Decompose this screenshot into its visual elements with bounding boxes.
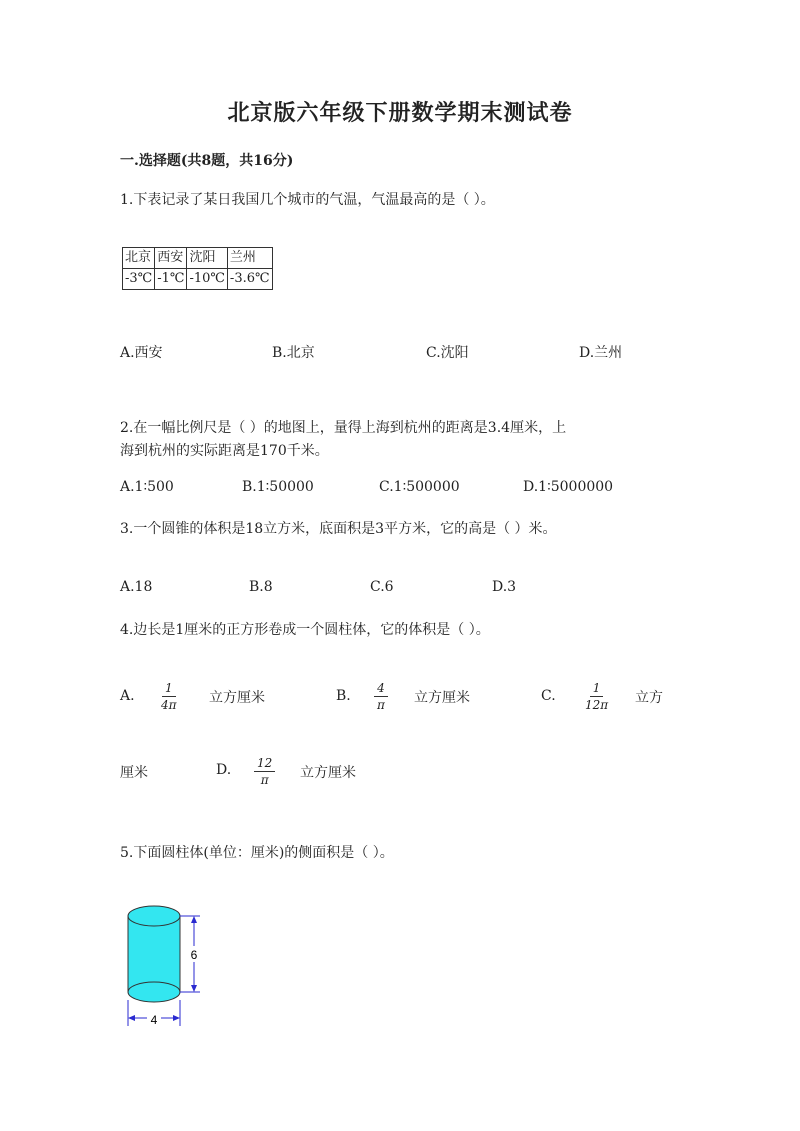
option-b-unit: 立方厘米 [414,690,470,706]
option-c-unit: 立方 [635,690,663,706]
cylinder-figure [118,890,208,1030]
height-label: 6 [190,948,198,962]
table-row [123,248,273,269]
question-4-option-c[interactable]: C. [541,688,556,704]
question-3-option-d[interactable]: D.3 [492,579,517,595]
table-cell: -3.6℃ [227,269,272,290]
question-2-option-d[interactable]: D.1∶5000000 [523,479,614,495]
question-4-option-a[interactable]: A. [120,688,135,704]
fraction-numerator: 1 [162,680,176,697]
cylinder-bottom [128,982,180,1002]
question-2-stem-line-2: 海到杭州的实际距离是170千米。 [120,443,329,459]
question-2-option-b[interactable]: B.1∶50000 [242,479,314,495]
arrow-left-icon [128,1015,135,1021]
question-3-stem: 3.一个圆锥的体积是18立方米，底面积是3平方米，它的高是（ ）米。 [120,521,557,537]
question-1-option-a[interactable]: A.西安 [120,345,163,361]
section-heading: 一.选择题(共8题，共16分) [120,153,294,169]
option-c-unit-wrap: 厘米 [120,765,148,781]
table-cell: -10℃ [187,269,227,290]
fraction-denominator: 12π [585,698,609,712]
fraction-numerator: 4 [374,680,388,697]
table-row [123,269,273,290]
fraction-numerator: 1 [590,680,604,697]
question-1-stem: 1.下表记录了某日我国几个城市的气温，气温最高的是（ ）。 [120,192,495,208]
question-1-option-d[interactable]: D.兰州 [579,345,623,361]
diameter-dimension [128,1000,180,1027]
question-3-option-c[interactable]: C.6 [370,579,394,595]
question-4-option-d[interactable]: D. [216,762,232,778]
question-2-stem-line-1: 2.在一幅比例尺是（ ）的地图上，量得上海到杭州的距离是3.4厘米，上 [120,420,567,436]
option-d-unit: 立方厘米 [300,765,356,781]
table-cell: 兰州 [227,248,272,269]
height-dimension [180,916,200,992]
arrow-down-icon [191,985,197,992]
temperature-table [122,247,273,290]
table-cell: -3℃ [123,269,155,290]
arrow-right-icon [173,1015,180,1021]
question-2-option-a[interactable]: A.1∶500 [120,479,174,495]
arrow-up-icon [191,916,197,923]
question-3-option-a[interactable]: A.18 [120,579,153,595]
table-cell: 北京 [123,248,155,269]
page-title: 北京版六年级下册数学期末测试卷 [227,100,573,126]
table-cell: 沈阳 [187,248,227,269]
cylinder-body [128,916,180,992]
question-1-option-c[interactable]: C.沈阳 [426,345,469,361]
table-cell: 西安 [155,248,187,269]
option-c-fraction [582,680,611,713]
table-cell: -1℃ [155,269,187,290]
question-2-option-c[interactable]: C.1∶500000 [379,479,460,495]
question-4-stem: 4.边长是1厘米的正方形卷成一个圆柱体，它的体积是（ ）。 [120,622,490,638]
question-4-option-b[interactable]: B. [336,688,351,704]
question-5-stem: 5.下面圆柱体(单位：厘米)的侧面积是（ ）。 [120,845,394,861]
question-3-option-b[interactable]: B.8 [249,579,273,595]
cylinder-top [128,906,180,926]
option-d-fraction [254,755,275,788]
option-b-fraction [374,680,388,713]
option-a-fraction [158,680,180,713]
option-a-unit: 立方厘米 [209,690,265,706]
fraction-numerator: 12 [254,755,275,772]
question-1-option-b[interactable]: B.北京 [272,345,315,361]
fraction-denominator: π [377,698,385,712]
diameter-label: 4 [150,1013,158,1027]
fraction-denominator: 4π [161,698,177,712]
fraction-denominator: π [260,773,269,787]
